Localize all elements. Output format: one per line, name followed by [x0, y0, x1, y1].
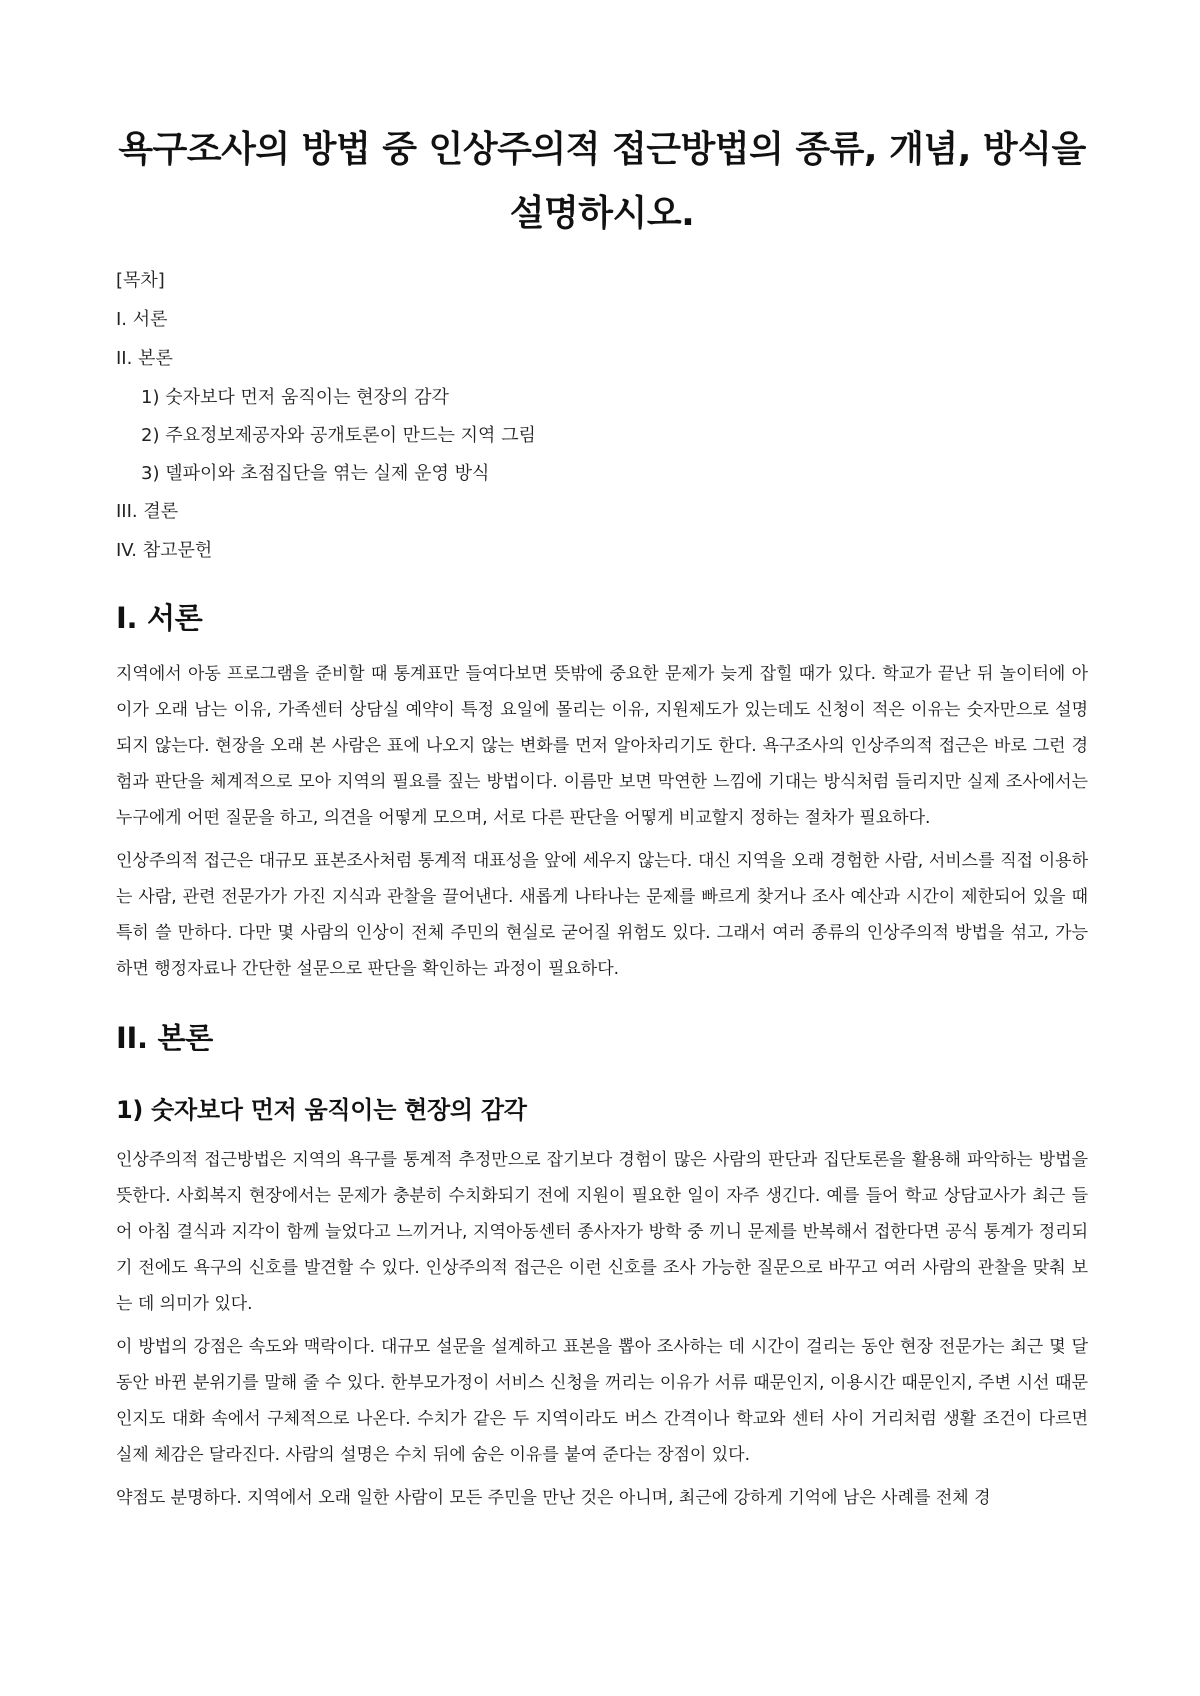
section-heading-intro: I. 서론: [116, 601, 203, 635]
section-heading-body: II. 본론: [116, 1021, 213, 1055]
toc-item-intro: I. 서론: [116, 309, 168, 330]
toc-item-conclusion: III. 결론: [116, 501, 179, 522]
body-paragraph-1: 인상주의적 접근방법은 지역의 욕구를 통계적 추정만으로 잡기보다 경험이 많은 사람의 판단과 집단토론을 활용해 파악하는 방법을 뜻한다. 사회복지 현장에서는 문제가 충분히 수치화되기 전에 지원이 필요한 일이 자주 생긴다. 예를 들어 학교 상담교사가 최근 들어 아침 결식과 지각이 함께 늘었다고 느끼거나, 지역아동센터 종사자가 방학 중 끼니 문제를 반복해서 접한다면 공식 통계가 정리되기 전에도 욕구의 신호를 발견할 수 있다. 인상주의적 접근은 이런 신호를 조사 가능한 질문으로 바꾸고 여러 사람의 관찰을 맞춰 보는 데 의미가 있다.: [116, 1150, 1088, 1314]
toc-heading: [목차]: [116, 270, 165, 291]
toc-item-body-2: 2) 주요정보제공자와 공개토론이 만드는 지역 그림: [141, 425, 536, 446]
toc-item-body-3: 3) 델파이와 초점집단을 엮는 실제 운영 방식: [141, 463, 490, 484]
toc-item-body-1: 1) 숫자보다 먼저 움직이는 현장의 감각: [141, 387, 449, 408]
document-title: 욕구조사의 방법 중 인상주의적 접근방법의 종류, 개념, 방식을 설명하시오.: [118, 129, 1086, 234]
subsection-heading-1: 1) 숫자보다 먼저 움직이는 현장의 감각: [116, 1096, 527, 1124]
toc-item-references: IV. 참고문헌: [116, 540, 213, 561]
intro-paragraph-2: 인상주의적 접근은 대규모 표본조사처럼 통계적 대표성을 앞에 세우지 않는다. 대신 지역을 오래 경험한 사람, 서비스를 직접 이용하는 사람, 관련 전문가가 가진 지식과 관찰을 끌어낸다. 새롭게 나타나는 문제를 빠르게 찾거나 조사 예산과 시간이 제한되어 있을 때 특히 쓸 만하다. 다만 몇 사람의 인상이 전체 주민의 현실로 굳어질 위험도 있다. 그래서 여러 종류의 인상주의적 방법을 섞고, 가능하면 행정자료나 간단한 설문으로 판단을 확인하는 과정이 필요하다.: [116, 851, 1088, 979]
intro-paragraph-1: 지역에서 아동 프로그램을 준비할 때 통계표만 들여다보면 뜻밖에 중요한 문제가 늦게 잡힐 때가 있다. 학교가 끝난 뒤 놀이터에 아이가 오래 남는 이유, 가족센터 상담실 예약이 특정 요일에 몰리는 이유, 지원제도가 있는데도 신청이 적은 이유는 숫자만으로 설명되지 않는다. 현장을 오래 본 사람은 표에 나오지 않는 변화를 먼저 알아차리기도 한다. 욕구조사의 인상주의적 접근은 바로 그런 경험과 판단을 체계적으로 모아 지역의 필요를 짚는 방법이다. 이름만 보면 막연한 느낌에 기대는 방식처럼 들리지만 실제 조사에서는 누구에게 어떤 질문을 하고, 의견을 어떻게 모으며, 서로 다른 판단을 어떻게 비교할지 정하는 절차가 필요하다.: [116, 664, 1088, 828]
toc-item-body: II. 본론: [116, 348, 173, 369]
body-paragraph-2: 이 방법의 강점은 속도와 맥락이다. 대규모 설문을 설계하고 표본을 뽑아 조사하는 데 시간이 걸리는 동안 현장 전문가는 최근 몇 달 동안 바뀐 분위기를 말해 줄 수 있다. 한부모가정이 서비스 신청을 꺼리는 이유가 서류 때문인지, 이용시간 때문인지, 주변 시선 때문인지도 대화 속에서 구체적으로 나온다. 수치가 같은 두 지역이라도 버스 간격이나 학교와 센터 사이 거리처럼 생활 조건이 다르면 실제 체감은 달라진다. 사람의 설명은 수치 뒤에 숨은 이유를 붙여 준다는 장점이 있다.: [116, 1337, 1088, 1465]
body-paragraph-3: 약점도 분명하다. 지역에서 오래 일한 사람이 모든 주민을 만난 것은 아니며, 최근에 강하게 기억에 남은 사례를 전체 경: [116, 1488, 991, 1508]
table-of-contents: [116, 268, 1088, 564]
